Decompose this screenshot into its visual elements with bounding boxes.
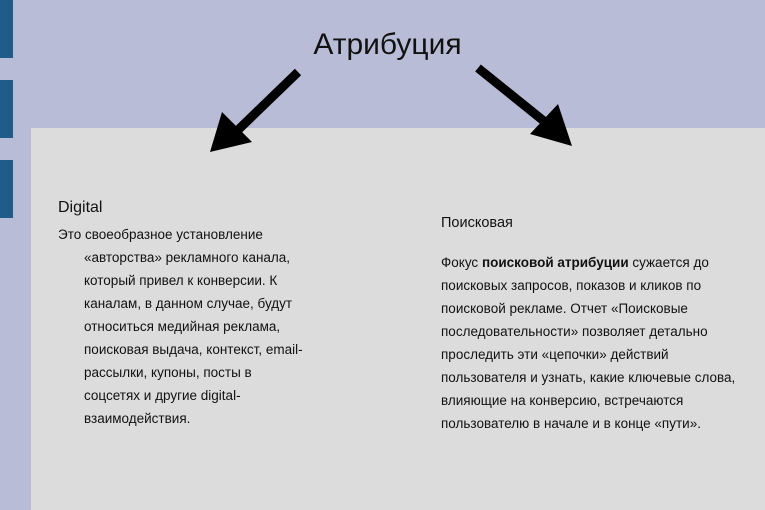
search-text-end: сужается до поисковых запросов, показов и кликов по поисковой рекламе. Отчет «Поисковые последовательности» позволяет детально проследить эти «цепочки» действий пользователя и узнать, какие ключевые слова, влияющие на конверсию, встречаются пользователю в начале и в конце «пути». — [441, 255, 736, 431]
search-section — [441, 212, 746, 435]
digital-text: Это своеобразное установление «авторства» рекламного канала, который привел к конверсии. К каналам, в данном случае, будут относиться медийная реклама, поисковая выдача, контекст, email-рассылки, купоны, посты в соцсетях и другие digital-взаимодействия. — [58, 227, 303, 426]
search-heading: Поисковая — [441, 215, 513, 231]
arrow-left-icon — [210, 72, 298, 152]
page-title: Атрибуция — [313, 28, 462, 61]
arrow-right-icon — [478, 68, 572, 146]
digital-heading: Digital — [58, 199, 103, 216]
search-text-start: Фокус — [441, 255, 482, 270]
search-text-bold: поисковой атрибуции — [481, 255, 629, 270]
digital-section — [58, 196, 308, 430]
search-text — [441, 251, 746, 435]
